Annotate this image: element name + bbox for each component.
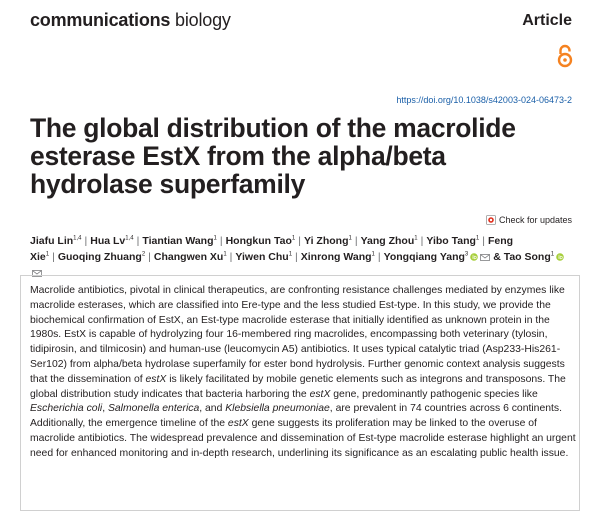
author-list [30,233,575,281]
check-for-updates-label: Check for updates [498,215,572,225]
gene-name: estX [227,418,249,430]
article-type-label: Article [522,12,572,29]
abstract-text: Macrolide antibiotics, pivotal in clinical therapeutics, are confronting resistance challenges mediated by enzymes like macrolide esterases, which are classified into Ere-type and the less studied Est-type. In this study, we provide the biochemical confirmation of EstX, an Est-type macrolide esterase that initially identified as unknown protein in the 1980s. EstX is capable of hydrolyzing four 16-membered ring macrolides, encompassing both veterinary (tylosin, tidipirosin, and tilmicosin) and human-use (leucomycin A5) antibiotics. It uses typical catalytic triad (Asp233-His261-Ser102) from alpha/beta hydrolase superfamily for ester bond hydrolysis. Further genomic context analysis suggests that the dissemination of [30,285,565,385]
author-name-text: Yi Zhong [303,235,349,247]
abstract [30,284,580,462]
abstract-text: , [102,403,108,415]
author-name[interactable] [361,235,418,247]
affiliation-marker: 1 [291,235,296,242]
affiliation-marker: 1 [348,235,352,242]
author-separator: | [229,251,233,263]
species-name: Escherichia coli [30,403,103,415]
journal-name-bold: communications [30,10,171,30]
abstract-text: , and [199,403,226,415]
author-separator: | [298,235,301,247]
author-name[interactable] [301,251,375,263]
orcid-icon[interactable] [470,253,478,261]
author-separator: | [52,251,55,263]
author-name-text: Guoqing Zhuang [57,251,142,263]
author-name[interactable] [30,235,82,247]
author-name-text: Yiwen Chu [235,251,289,263]
affiliation-marker: 3 [464,251,469,258]
abstract-text: gene, predominantly pathogenic species like [330,388,538,400]
species-name: Klebsiella pneumoniae [225,403,330,415]
author-name[interactable] [154,251,227,263]
affiliation-marker: 1 [371,251,375,258]
author-separator: | [84,235,88,247]
affiliation-marker: 1 [45,251,50,258]
author-name[interactable] [226,235,296,247]
author-separator: | [482,235,485,247]
affiliation-marker: 1 [475,235,480,242]
article-title: The global distribution of the macrolide esterase EstX from the alpha/beta hydrolase superfamily [30,113,516,199]
abstract-text: , are prevalent in 74 countries across 6 continents. Additionally, the emergence timeline of the [30,403,562,430]
author-name-text: Jiafu Lin [30,235,74,247]
abstract-text: gene suggests its proliferation may be linked to the overuse of macrolide antibiotics. The widespread prevalence and dissemination of Est-type macrolide esterase highlight an urgent need for enhanced monitoring and in-depth research, underlining its significance as an escalating public health issue. [30,418,576,459]
check-for-updates-button[interactable] [486,215,572,225]
affiliation-marker: 1,4 [125,235,134,242]
affiliation-marker: 1 [213,235,217,242]
email-icon[interactable] [480,254,490,261]
author-separator: | [377,251,381,263]
author-name[interactable] [235,251,292,263]
affiliation-marker: 2 [141,251,146,258]
author-name-text: Changwen Xu [153,251,224,263]
doi-link[interactable]: https://doi.org/10.1038/s42003-024-06473-2 [396,95,572,105]
author-name[interactable] [384,251,491,263]
affiliation-marker: 1 [288,251,293,258]
affiliation-marker: 1 [223,251,227,258]
author-name-text: Xinrong Wang [300,251,372,263]
author-name-text: Hongkun Tao [225,235,292,247]
species-name: Salmonella enterica [107,403,200,415]
journal-name-light: biology [170,10,231,30]
author-separator: | [420,235,424,247]
journal-header [30,10,572,38]
author-name[interactable] [426,235,479,247]
author-separator: | [148,251,151,263]
author-prefix: & [493,251,504,263]
author-name[interactable] [142,235,217,247]
author-name[interactable] [304,235,352,247]
author-separator: | [295,251,298,263]
gene-name: estX [145,373,167,385]
affiliation-marker: 1,4 [73,235,82,242]
author-name-text: Yang Zhou [360,235,415,247]
author-name-text: Hua Lv [90,235,126,247]
author-name[interactable] [58,251,145,263]
author-name-text: Tiantian Wang [142,235,214,247]
orcid-icon[interactable] [556,253,564,261]
abstract-text: is likely facilitated by mobile genetic elements such as integrons and transposons. The global distribution study indicates that bacteria harboring the [30,373,566,400]
author-separator: | [354,235,358,247]
author-name-text: Yibo Tang [426,235,476,247]
author-name-text: Tao Song [503,251,551,263]
journal-name[interactable] [30,10,231,31]
check-for-updates-icon [486,215,496,225]
open-access-lock-icon [556,44,574,68]
affiliation-marker: 1 [550,251,555,258]
author-name-text: Yongqiang Yang [383,251,465,263]
author-name[interactable] [90,235,133,247]
author-name-text: Feng Xie [30,235,514,263]
author-separator: | [136,235,140,247]
gene-name: estX [309,388,331,400]
affiliation-marker: 1 [414,235,418,242]
author-separator: | [219,235,223,247]
